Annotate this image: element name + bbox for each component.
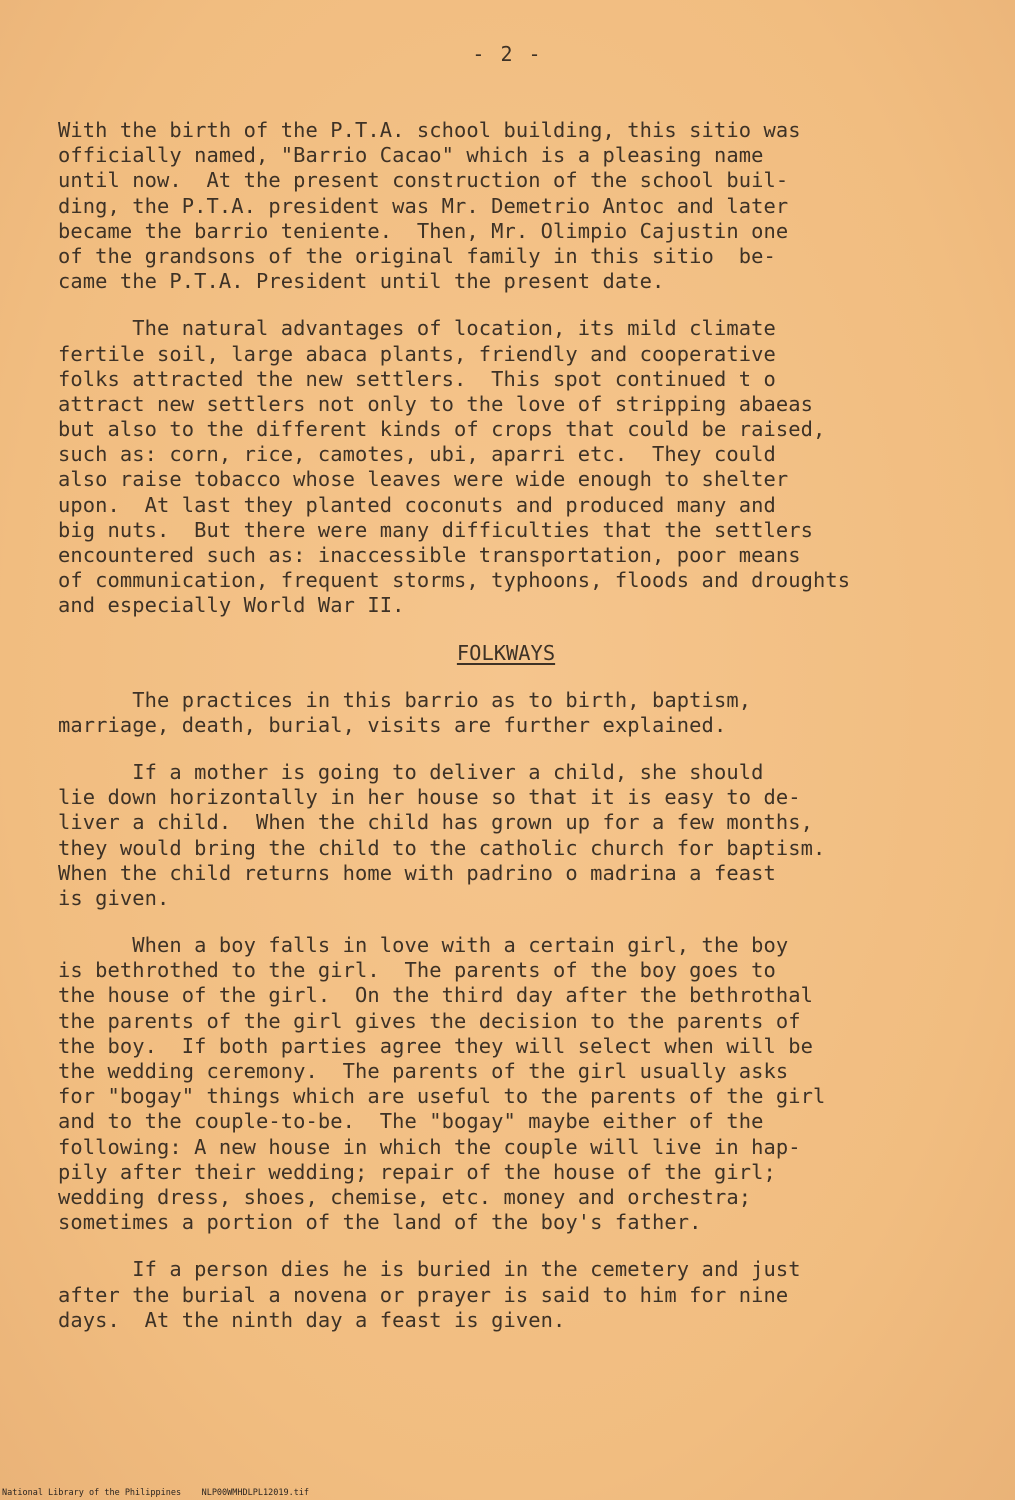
text-line: sometimes a portion of the land of the boy's father.	[58, 1210, 702, 1235]
page-number: - 2 -	[472, 42, 543, 66]
text-line: The practices in this barrio as to birth, baptism,	[58, 687, 752, 712]
paragraph-courtship-marriage	[58, 933, 1008, 1235]
text-line: With the birth of the P.T.A. school building, this sitio was	[58, 118, 801, 142]
text-line: wedding dress, shoes, chemise, etc. money and orchestra;	[58, 1184, 752, 1209]
paragraph-practices-intro	[58, 688, 1008, 738]
text-line: The natural advantages of location, its mild climate	[58, 316, 776, 341]
text-line: lie down horizontally in her house so that it is easy to de-	[58, 785, 801, 810]
text-line: encountered such as: inaccessible transportation, poor means	[58, 543, 801, 567]
text-line: ding, the P.T.A. president was Mr. Demetrio Antoc and later	[58, 193, 789, 218]
heading-text: FOLKWAYS	[456, 640, 556, 665]
text-line: folks attracted the new settlers. This spot continued t o	[58, 366, 776, 391]
text-line: If a person dies he is buried in the cemetery and just	[58, 1257, 801, 1282]
text-line: upon. At last they planted coconuts and produced many and	[58, 492, 776, 517]
paragraph-sitio-history	[58, 118, 1008, 294]
text-line: officially named, "Barrio Cacao" which is a pleasing name	[58, 143, 764, 168]
text-line: until now. At the present construction of the school buil-	[58, 168, 789, 193]
text-line: attract new settlers not only to the love of stripping abaeas	[58, 391, 813, 416]
text-line: they would bring the child to the catholic church for baptism.	[58, 835, 826, 860]
paragraph-birth-baptism	[58, 760, 1008, 911]
text-line: after the burial a novena or prayer is said to him for nine	[58, 1282, 789, 1307]
paragraph-death-burial	[58, 1257, 1008, 1333]
archive-footer: National Library of the Philippines NLP00WMHDLPL12019.tif	[2, 1488, 310, 1498]
text-line: but also to the different kinds of crops that could be raised,	[58, 417, 826, 442]
text-line: liver a child. When the child has grown up for a few months,	[58, 810, 813, 835]
text-line: for "bogay" things which are useful to the parents of the girl	[58, 1084, 826, 1109]
text-line: such as: corn, rice, camotes, ubi, aparri etc. They could	[58, 442, 776, 467]
text-line: pily after their wedding; repair of the house of the girl;	[58, 1159, 776, 1184]
text-line: became the barrio teniente. Then, Mr. Olimpio Cajustin one	[58, 218, 789, 243]
text-line: and especially World War II.	[58, 593, 405, 618]
section-heading-folkways	[58, 641, 1008, 666]
document-body	[58, 118, 1008, 1333]
text-line: also raise tobacco whose leaves were wide enough to shelter	[58, 467, 789, 492]
text-line: the wedding ceremony. The parents of the girl usually asks	[58, 1059, 789, 1083]
text-line: is bethrothed to the girl. The parents of the boy goes to	[58, 958, 776, 983]
text-line: marriage, death, burial, visits are further explained.	[58, 712, 727, 737]
text-line: big nuts. But there were many difficulties that the settlers	[58, 517, 813, 542]
text-line: When the child returns home with padrino o madrina a feast	[58, 860, 776, 885]
text-line: the parents of the girl gives the decision to the parents of	[58, 1008, 801, 1033]
text-line: the house of the girl. On the third day after the bethrothal	[58, 983, 813, 1008]
text-line: When a boy falls in love with a certain girl, the boy	[58, 933, 789, 958]
text-line: fertile soil, large abaca plants, friendly and cooperative	[58, 341, 776, 366]
text-line: is given.	[58, 885, 170, 910]
text-line: of communication, frequent storms, typhoons, floods and droughts	[58, 568, 851, 593]
paragraph-natural-advantages	[58, 316, 1008, 618]
text-line: the boy. If both parties agree they will select when will be	[58, 1033, 813, 1058]
text-line: If a mother is going to deliver a child, she should	[58, 759, 764, 784]
text-line: days. At the ninth day a feast is given.	[58, 1307, 566, 1332]
text-line: came the P.T.A. President until the present date.	[58, 269, 665, 294]
text-line: of the grandsons of the original family in this sitio be-	[58, 243, 776, 268]
text-line: following: A new house in which the couple will live in hap-	[58, 1134, 801, 1159]
text-line: and to the couple-to-be. The "bogay" maybe either of the	[58, 1109, 764, 1134]
